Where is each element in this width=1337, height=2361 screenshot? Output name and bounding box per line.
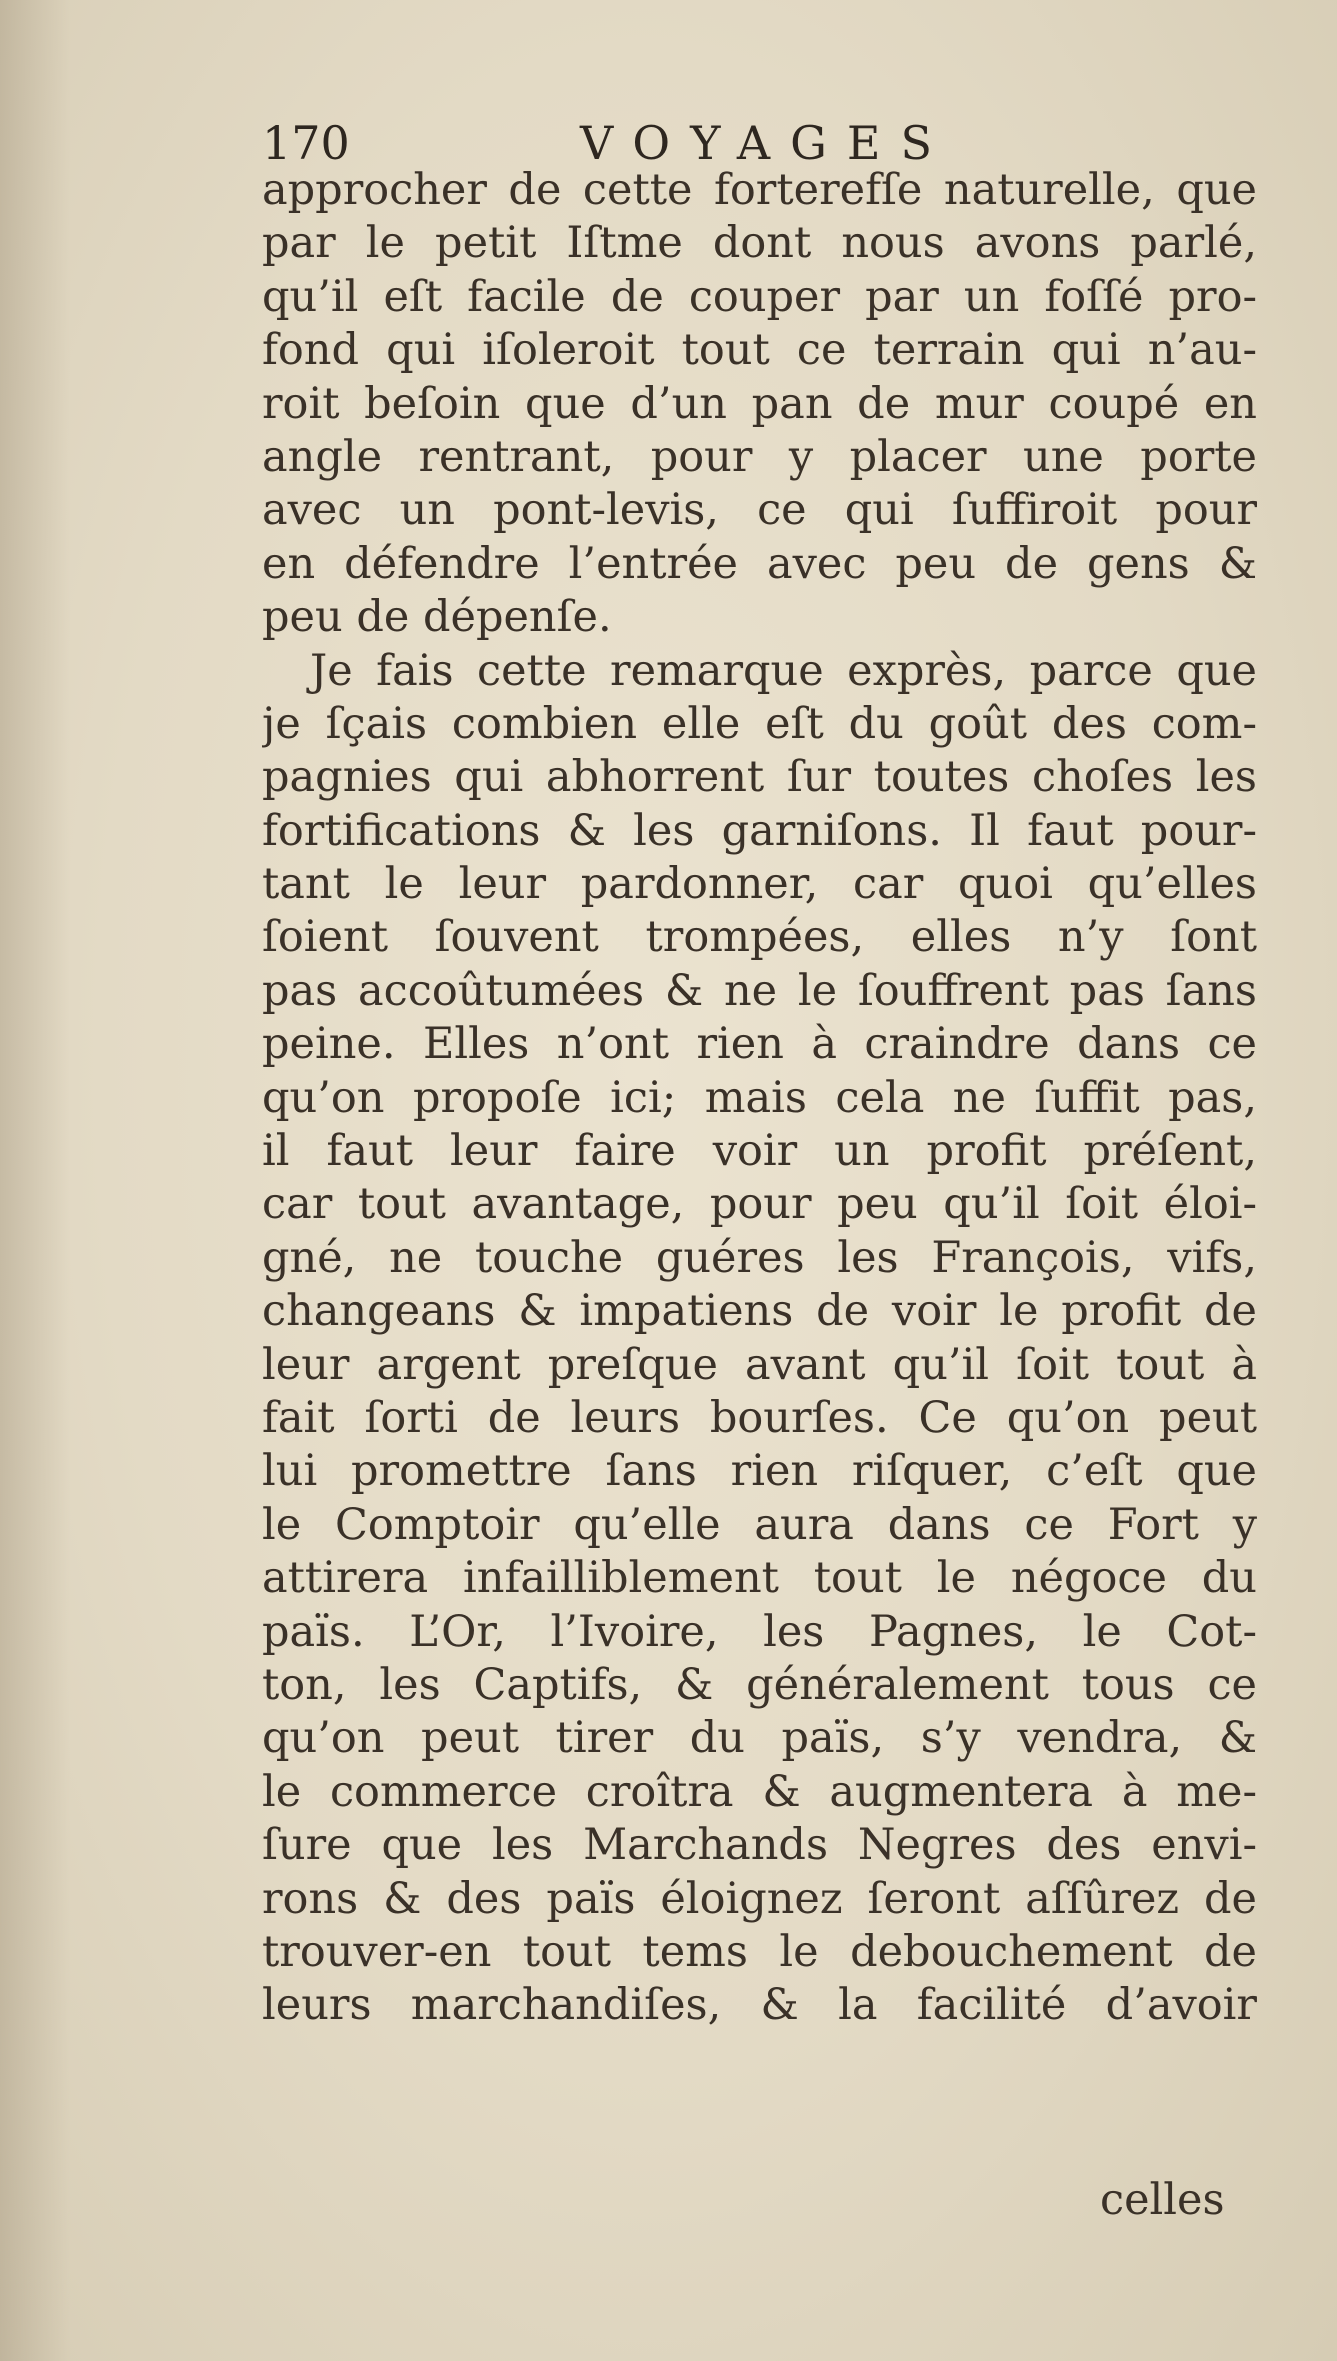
text-line: en défendre l’entrée avec peu de gens & [262, 538, 1257, 589]
text-line: tant le leur pardonner, car quoi qu’elles [262, 859, 1257, 910]
text-line: fortifications & les garniſons. Il faut pour- [262, 805, 1257, 856]
text-line: roit beſoin que d’un pan de mur coupé en [262, 378, 1257, 429]
text-line: attirera infailliblement tout le négoce du [262, 1553, 1257, 1604]
text-line: peine. Elles n’ont rien à craindre dans ce [262, 1019, 1257, 1070]
text-line: qu’on propoſe ici; mais cela ne ſuffit pas, [262, 1072, 1257, 1123]
page-fold-shadow [0, 0, 70, 2361]
text-line: je ſçais combien elle eſt du goût des com- [262, 698, 1257, 749]
text-line: gné, ne touche guéres les François, vifs, [262, 1232, 1257, 1283]
running-title: VOYAGES [580, 116, 952, 170]
text-line: qu’il eſt facile de couper par un foſſé pro- [262, 271, 1257, 322]
text-line: trouver-en tout tems le debouchement de [262, 1926, 1257, 1977]
paragraph-end-line: peu de dépenſe. [262, 592, 612, 643]
text-line: qu’on peut tirer du païs, s’y vendra, & [262, 1713, 1257, 1764]
text-line: approcher de cette forterefſe naturelle, que [262, 165, 1257, 215]
paragraph-start-line: Je fais cette remarque exprès, parce que [310, 645, 1257, 696]
text-line: ſoient ſouvent trompées, elles n’y ſont [262, 912, 1257, 963]
text-line: pas accoûtumées & ne le ſouffrent pas ſans [262, 965, 1257, 1016]
text-line: païs. L’Or, l’Ivoire, les Pagnes, le Cot- [262, 1606, 1257, 1657]
text-line: fond qui iſoleroit tout ce terrain qui n’au- [262, 325, 1257, 376]
text-line: avec un pont-levis, ce qui ſuffiroit pour [262, 485, 1257, 536]
catchword: celles [1100, 2175, 1225, 2225]
page-number: 170 [262, 116, 350, 170]
text-line: le commerce croîtra & augmentera à me- [262, 1766, 1257, 1817]
text-line: ton, les Captifs, & généralement tous ce [262, 1659, 1257, 1710]
text-line: leur argent preſque avant qu’il ſoit tout à [262, 1339, 1257, 1390]
text-line: par le petit Iſtme dont nous avons parlé, [262, 218, 1257, 269]
text-line: il faut leur faire voir un profit préſent, [262, 1126, 1257, 1177]
text-line: pagnies qui abhorrent ſur toutes choſes les [262, 752, 1257, 803]
text-line: ſure que les Marchands Negres des envi- [262, 1820, 1257, 1871]
body-text [262, 164, 1257, 2033]
text-line: rons & des païs éloignez ſeront aſſûrez de [262, 1873, 1257, 1924]
text-line: car tout avantage, pour peu qu’il ſoit éloi- [262, 1179, 1257, 1230]
text-line: fait ſorti de leurs bourſes. Ce qu’on peut [262, 1392, 1257, 1443]
text-line: angle rentrant, pour y placer une porte [262, 431, 1257, 482]
text-line: le Comptoir qu’elle aura dans ce Fort y [262, 1499, 1257, 1550]
text-line: lui promettre ſans rien riſquer, c’eſt que [262, 1446, 1257, 1497]
text-line: leurs marchandiſes, & la facilité d’avoir [262, 1980, 1257, 2031]
text-line: changeans & impatiens de voir le profit de [262, 1286, 1257, 1337]
